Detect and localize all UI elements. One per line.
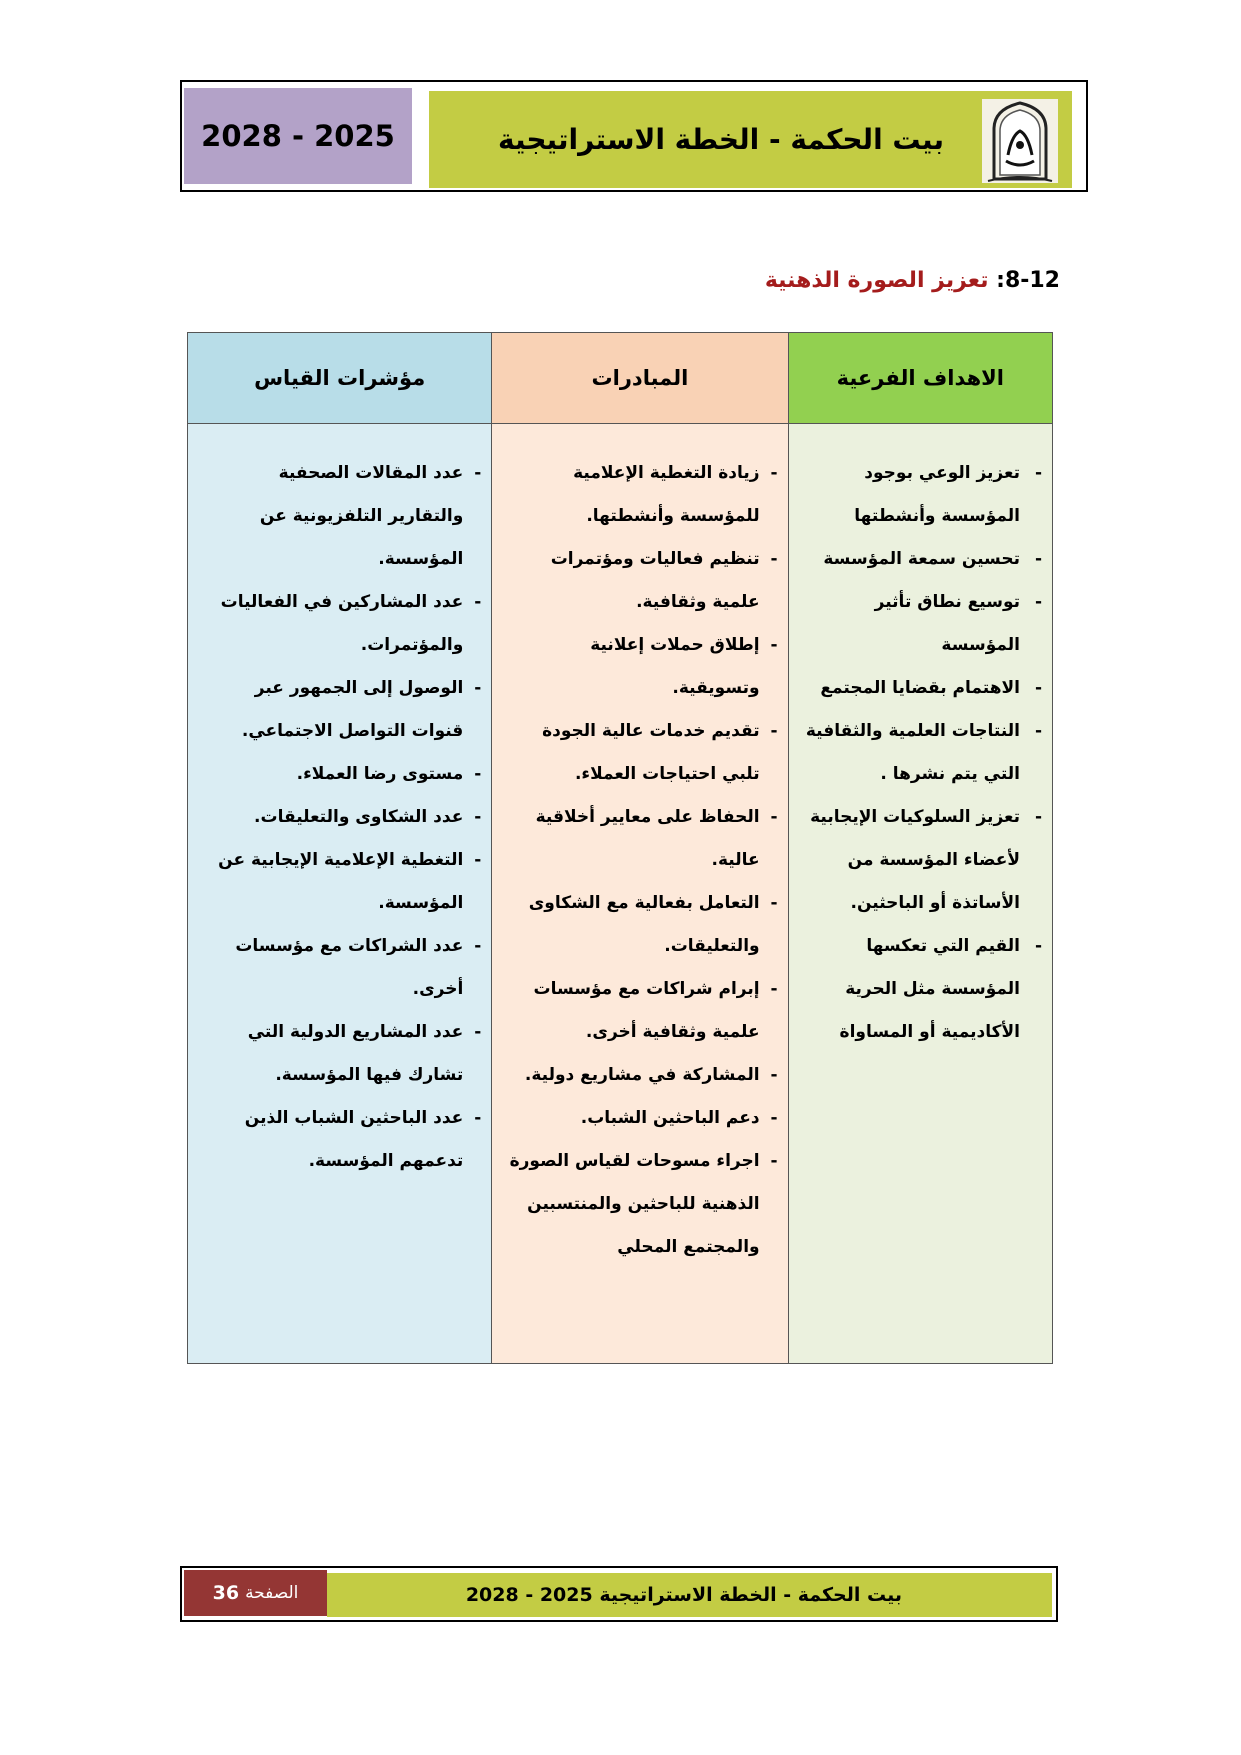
header-goals: الاهداف الفرعية [788, 333, 1052, 424]
initiative-item: - إبرام شراكات مع مؤسسات علمية وثقافية أخرى. [504, 968, 777, 1054]
header-years: 2028 - 2025 [184, 88, 412, 184]
initiative-item: - اجراء مسوحات لقياس الصورة الذهنية للباحثين والمنتسبين والمجتمع المحلي [504, 1140, 777, 1269]
initiatives-cell [492, 424, 788, 1364]
indicator-item: - عدد الشكاوى والتعليقات. [200, 796, 481, 839]
initiative-item: - تنظيم فعاليات ومؤتمرات علمية وثقافية. [504, 538, 777, 624]
footer-title-box [327, 1573, 1052, 1617]
goal-item: - تعزيز الوعي بوجود المؤسسة وأنشطتها [801, 452, 1042, 538]
section-number: 8-12: [996, 268, 1060, 293]
logo-icon [982, 99, 1058, 183]
goal-item: - النتاجات العلمية والثقافية التي يتم نشرها . [801, 710, 1042, 796]
indicator-item: - عدد الشراكات مع مؤسسات أخرى. [200, 925, 481, 1011]
initiative-item: - التعامل بفعالية مع الشكاوى والتعليقات. [504, 882, 777, 968]
footer-page-number [184, 1570, 327, 1616]
section-title: تعزيز الصورة الذهنية [764, 268, 989, 293]
indicator-item: - عدد المشاريع الدولية التي تشارك فيها المؤسسة. [200, 1011, 481, 1097]
header-initiatives: المبادرات [492, 333, 788, 424]
initiative-item: - إطلاق حملات إعلانية وتسويقية. [504, 624, 777, 710]
goal-item: - القيم التي تعكسها المؤسسة مثل الحرية الأكاديمية أو المساواة [801, 925, 1042, 1054]
indicator-item: - عدد المشاركين في الفعاليات والمؤتمرات. [200, 581, 481, 667]
header-title-box [429, 91, 1072, 188]
goal-item: - الاهتمام بقضايا المجتمع [801, 667, 1042, 710]
initiative-item: - الحفاظ على معايير أخلاقية عالية. [504, 796, 777, 882]
initiative-item: - دعم الباحثين الشباب. [504, 1097, 777, 1140]
indicator-item: - التغطية الإعلامية الإيجابية عن المؤسسة. [200, 839, 481, 925]
page-number: 36 [212, 1582, 240, 1604]
indicator-item: - عدد الباحثين الشباب الذين تدعمهم المؤسسة. [200, 1097, 481, 1183]
strategy-table [187, 332, 1053, 1364]
table-row [188, 424, 1053, 1364]
goal-item: - توسيع نطاق تأثير المؤسسة [801, 581, 1042, 667]
goals-cell [788, 424, 1052, 1364]
initiative-item: - تقديم خدمات عالية الجودة تلبي احتياجات العملاء. [504, 710, 777, 796]
goal-item: - تحسين سمعة المؤسسة [801, 538, 1042, 581]
initiative-item: - زيادة التغطية الإعلامية للمؤسسة وأنشطتها. [504, 452, 777, 538]
indicator-item: - الوصول إلى الجمهور عبر قنوات التواصل الاجتماعي. [200, 667, 481, 753]
indicators-cell [188, 424, 492, 1364]
footer-title: بيت الحكمة - الخطة الاستراتيجية 2025 - 2028 [465, 1584, 902, 1606]
indicator-item: - عدد المقالات الصحفية والتقارير التلفزيونية عن المؤسسة. [200, 452, 481, 581]
header-indicators: مؤشرات القياس [188, 333, 492, 424]
table-header-row [188, 333, 1053, 424]
initiative-item: - المشاركة في مشاريع دولية. [504, 1054, 777, 1097]
page-label: الصفحة [245, 1583, 299, 1603]
indicator-item: - مستوى رضا العملاء. [200, 753, 481, 796]
goal-item: - تعزيز السلوكيات الإيجابية لأعضاء المؤسسة من الأساتذة أو الباحثين. [801, 796, 1042, 925]
header-title: بيت الحكمة - الخطة الاستراتيجية [497, 123, 944, 156]
section-heading [765, 268, 1060, 293]
